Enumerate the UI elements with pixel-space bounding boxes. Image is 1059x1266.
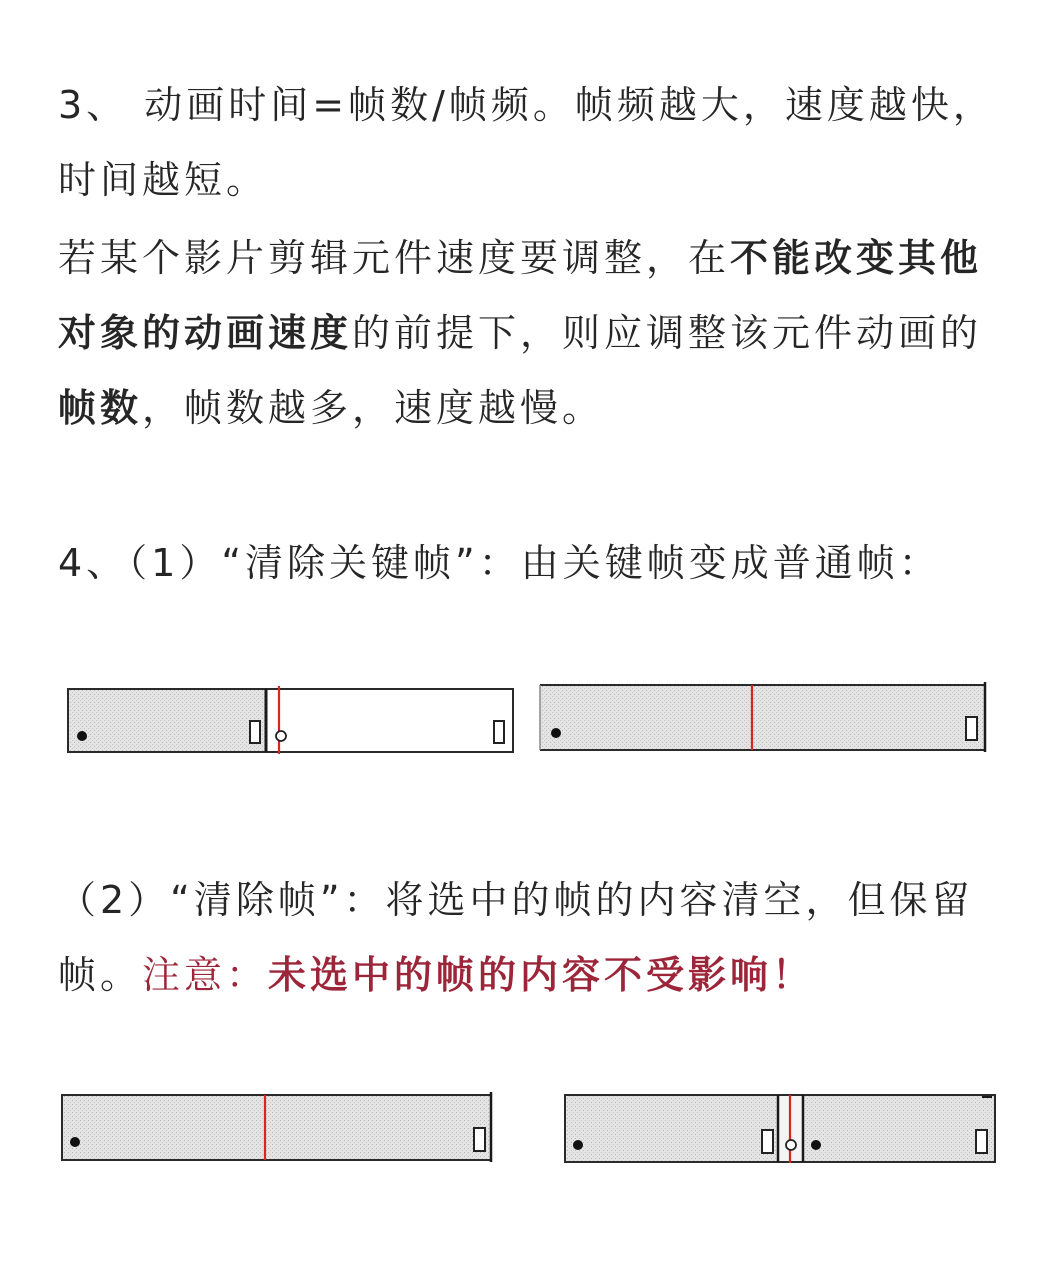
note-text: 未选中的帧的内容不受影响！ (268, 953, 815, 997)
timeline-after-clear-frame (563, 1090, 999, 1166)
end-frame-marker-icon (494, 721, 504, 743)
end-frame-marker-icon (250, 721, 260, 743)
timeline-after-clear-keyframe (538, 682, 990, 754)
section3-line5 (58, 388, 604, 428)
keyframe-dot-icon (70, 1137, 80, 1147)
end-frame-marker-icon (976, 1130, 987, 1153)
section3-line4-emphasis: 对象的动画速度 (58, 311, 353, 355)
frame-span-filled (62, 1095, 491, 1160)
note-label: 注意： (142, 953, 269, 997)
keyframe-dot-icon (811, 1140, 821, 1150)
section3-line1: 3、 动画时间=帧数/帧频。帧频越大，速度越快， (58, 83, 995, 127)
section3-line3-text: 若某个影片剪辑元件速度要调整，在 (58, 236, 731, 280)
section3-line5-emphasis: 帧数 (58, 386, 143, 430)
section3-line5-text: ，帧数越多，速度越慢。 (142, 386, 605, 430)
frame-span-empty (266, 689, 513, 752)
keyframe-dot-icon (77, 731, 87, 741)
timeline-before-clear-frame (60, 1092, 496, 1164)
section3-line4-text: 的前提下，则应调整该元件动画的 (352, 311, 983, 355)
keyframe-dot-icon (551, 728, 561, 738)
timeline-before-clear-keyframe (66, 686, 518, 756)
section3-line4 (58, 313, 982, 353)
frame-span-filled-right (803, 1095, 995, 1162)
end-frame-marker-icon (966, 717, 977, 740)
frame-span-filled (540, 685, 985, 750)
section3-line3-emphasis: 不能改变其他 (730, 236, 983, 280)
section4-item2-line1: （2）“清除帧”：将选中的帧的内容清空，但保留 (58, 878, 974, 922)
keyframe-dot-icon (573, 1140, 583, 1150)
end-frame-marker-icon (474, 1128, 485, 1151)
section3-line2: 时间越短。 (58, 158, 269, 202)
section4-item1-heading: 4、（1）“清除关键帧”：由关键帧变成普通帧： (58, 541, 941, 585)
blank-keyframe-circle-icon (786, 1140, 796, 1150)
end-frame-marker-icon (762, 1130, 773, 1153)
section4-item2-line2-prefix: 帧。 (58, 953, 143, 997)
blank-keyframe-circle-icon (276, 731, 286, 741)
frame-span-filled-left (565, 1095, 778, 1162)
frame-span-filled (68, 689, 266, 752)
section3-line3 (58, 238, 982, 278)
section4-item2-line2 (58, 955, 814, 995)
